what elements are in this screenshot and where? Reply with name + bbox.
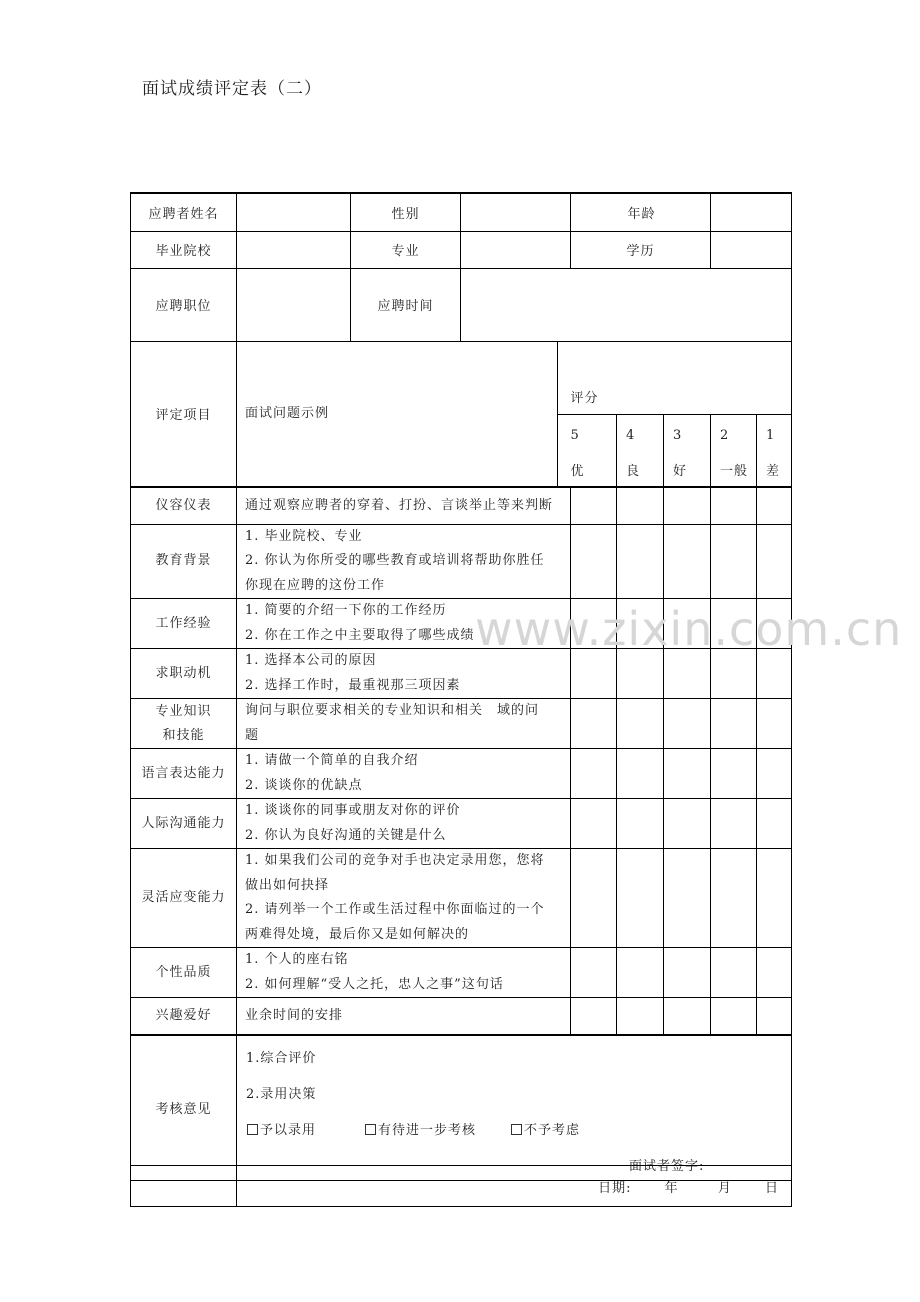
scale-2: 2 一般	[711, 414, 757, 487]
item-questions: 询问与职位要求相关的专业知识和相关 域的问 题	[237, 699, 571, 749]
items-body	[131, 487, 792, 1035]
table-row	[131, 849, 792, 948]
date-line	[237, 1166, 792, 1207]
score-cell[interactable]	[617, 799, 664, 849]
score-cell[interactable]	[571, 487, 617, 524]
item-label: 仪容仪表	[131, 487, 237, 524]
education-label: 学历	[571, 231, 711, 268]
item-questions: 1. 毕业院校、专业 2. 你认为你所受的哪些教育或培训将帮助你胜任 你现在应聘的这份工作	[237, 524, 571, 599]
table-row	[131, 948, 792, 998]
score-cell[interactable]	[757, 599, 792, 649]
table-row	[131, 487, 792, 524]
scale-5: 5 优	[571, 414, 617, 487]
score-cell[interactable]	[617, 699, 664, 749]
score-cell[interactable]	[711, 524, 757, 599]
assessment-area	[237, 1035, 792, 1181]
questions-column-header: 面试问题示例	[237, 341, 558, 487]
score-cell[interactable]	[664, 799, 711, 849]
score-cell[interactable]	[664, 998, 711, 1035]
document-title: 面试成绩评定表（二）	[142, 79, 322, 99]
item-label: 工作经验	[131, 599, 237, 649]
table-row	[131, 749, 792, 799]
score-cell[interactable]	[711, 649, 757, 699]
score-cell[interactable]	[571, 749, 617, 799]
table-row	[131, 799, 792, 849]
table-row	[131, 699, 792, 749]
age-field[interactable]	[711, 193, 792, 231]
item-questions: 1. 个人的座右铭 2. 如何理解“受人之托，忠人之事”这句话	[237, 948, 571, 998]
score-cell[interactable]	[571, 524, 617, 599]
score-cell[interactable]	[617, 998, 664, 1035]
checkbox-icon[interactable]	[247, 1124, 258, 1135]
score-cell[interactable]	[664, 524, 711, 599]
row-assessment	[131, 1035, 792, 1181]
score-cell[interactable]	[711, 799, 757, 849]
name-label: 应聘者姓名	[131, 193, 237, 231]
watermark: www.zixin.com.cn	[475, 602, 903, 656]
score-cell[interactable]	[664, 849, 711, 948]
score-cell[interactable]	[617, 487, 664, 524]
score-cell[interactable]	[757, 948, 792, 998]
score-cell[interactable]	[617, 599, 664, 649]
item-column-header: 评定项目	[131, 341, 237, 487]
year-label: 年	[664, 1180, 679, 1196]
table-row	[131, 998, 792, 1035]
option-hire[interactable]: 予以录用	[247, 1119, 316, 1138]
score-cell[interactable]	[571, 799, 617, 849]
footer-blank-cell	[131, 1166, 237, 1207]
evaluation-table	[130, 192, 792, 1181]
score-header: 评分	[571, 341, 792, 414]
item-label: 教育背景	[131, 524, 237, 599]
score-cell[interactable]	[757, 749, 792, 799]
score-cell[interactable]	[711, 749, 757, 799]
score-cell[interactable]	[571, 948, 617, 998]
checkbox-icon[interactable]	[365, 1124, 376, 1135]
date-label: 日期:	[598, 1180, 632, 1196]
education-field[interactable]	[711, 231, 792, 268]
position-field[interactable]	[237, 268, 351, 341]
score-cell[interactable]	[664, 599, 711, 649]
item-questions: 1. 简要的介绍一下你的工作经历 2. 你在工作之中主要取得了哪些成绩	[237, 599, 571, 649]
score-cell[interactable]	[664, 487, 711, 524]
item-questions: 1. 谈谈你的同事或朋友对你的评价 2. 你认为良好沟通的关键是什么	[237, 799, 571, 849]
scale-4: 4 良	[617, 414, 664, 487]
score-cell[interactable]	[571, 599, 617, 649]
score-cell[interactable]	[571, 649, 617, 699]
scale-3: 3 好	[664, 414, 711, 487]
item-questions: 通过观察应聘者的穿着、打扮、言谈举止等来判断	[237, 487, 571, 524]
item-questions: 业余时间的安排	[237, 998, 571, 1035]
score-cell[interactable]	[757, 799, 792, 849]
table-row	[131, 649, 792, 699]
row-position	[131, 268, 792, 341]
score-cell[interactable]	[711, 948, 757, 998]
score-cell[interactable]	[757, 849, 792, 948]
option-reject[interactable]: 不予考虑	[511, 1119, 580, 1138]
item-label: 专业知识 和技能	[131, 699, 237, 749]
overall-evaluation: 1.综合评价	[246, 1050, 317, 1066]
score-cell[interactable]	[571, 699, 617, 749]
score-cell[interactable]	[664, 948, 711, 998]
major-label: 专业	[351, 231, 461, 268]
spacer-cell	[558, 341, 571, 414]
item-label: 人际沟通能力	[131, 799, 237, 849]
score-cell[interactable]	[664, 649, 711, 699]
score-cell[interactable]	[617, 849, 664, 948]
item-questions: 1. 请做一个简单的自我介绍 2. 谈谈你的优缺点	[237, 749, 571, 799]
table-row	[131, 599, 792, 649]
footer-table	[130, 1165, 792, 1207]
score-cell[interactable]	[571, 849, 617, 948]
option-further-review[interactable]: 有待进一步考核	[365, 1119, 476, 1138]
assessment-label: 考核意见	[131, 1035, 237, 1181]
gender-label: 性别	[351, 193, 461, 231]
score-cell[interactable]	[757, 524, 792, 599]
score-cell[interactable]	[711, 998, 757, 1035]
item-label: 语言表达能力	[131, 749, 237, 799]
score-cell[interactable]	[757, 487, 792, 524]
row-header-top	[131, 341, 792, 414]
hiring-decision: 2.录用决策	[246, 1086, 317, 1102]
item-questions: 1. 选择本公司的原因 2. 选择工作时，最重视那三项因素	[237, 649, 571, 699]
row-school	[131, 231, 792, 268]
score-cell[interactable]	[711, 487, 757, 524]
score-cell[interactable]	[757, 699, 792, 749]
gender-field[interactable]	[461, 193, 571, 231]
score-cell[interactable]	[617, 524, 664, 599]
scale-1: 1 差	[757, 414, 792, 487]
time-label: 应聘时间	[351, 268, 461, 341]
time-field[interactable]	[461, 268, 792, 341]
score-cell[interactable]	[571, 998, 617, 1035]
score-cell[interactable]	[664, 749, 711, 799]
school-label: 毕业院校	[131, 231, 237, 268]
table-row	[131, 524, 792, 599]
score-cell[interactable]	[617, 749, 664, 799]
item-label: 灵活应变能力	[131, 849, 237, 948]
score-cell[interactable]	[711, 699, 757, 749]
name-field[interactable]	[237, 193, 351, 231]
row-name	[131, 193, 792, 231]
month-label: 月	[717, 1180, 732, 1196]
checkbox-icon[interactable]	[511, 1124, 522, 1135]
item-label: 个性品质	[131, 948, 237, 998]
item-label: 兴趣爱好	[131, 998, 237, 1035]
score-cell[interactable]	[757, 649, 792, 699]
score-cell[interactable]	[757, 998, 792, 1035]
score-cell[interactable]	[711, 599, 757, 649]
interviewer-signature: 面试者签字:	[629, 1158, 705, 1174]
day-label: 日	[764, 1180, 779, 1196]
score-cell[interactable]	[711, 849, 757, 948]
school-field[interactable]	[237, 231, 351, 268]
score-cell[interactable]	[664, 699, 711, 749]
spacer-cell	[558, 414, 571, 487]
score-cell[interactable]	[617, 649, 664, 699]
position-label: 应聘职位	[131, 268, 237, 341]
major-field[interactable]	[461, 231, 571, 268]
score-cell[interactable]	[617, 948, 664, 998]
age-label: 年龄	[571, 193, 711, 231]
item-label: 求职动机	[131, 649, 237, 699]
item-questions: 1. 如果我们公司的竞争对手也决定录用您，您将 做出如何抉择 2. 请列举一个工作或生活过程中你面临过的一个 两难得处境，最后你又是如何解决的	[237, 849, 571, 948]
